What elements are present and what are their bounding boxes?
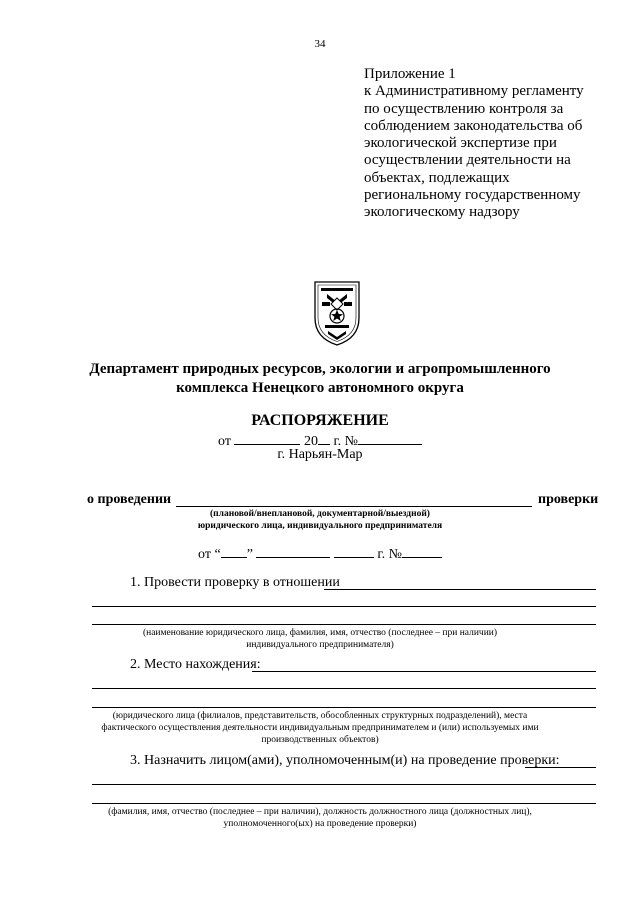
item2-label: 2. Место нахождения: <box>130 657 261 672</box>
item3-field[interactable] <box>525 767 596 768</box>
open-quote: “ <box>214 547 221 562</box>
appendix-line: региональному государственному <box>364 187 581 204</box>
inspection-year-suffix: г. <box>377 547 386 562</box>
department-line: комплекса Ненецкого автономного округа <box>176 380 464 396</box>
item3-label: 3. Назначить лицом(ами), уполномоченным(и) на проведение проверки: <box>130 753 560 768</box>
inspection-number-field[interactable] <box>402 545 442 558</box>
item2-field-line[interactable] <box>92 707 596 708</box>
appendix-header <box>364 66 584 222</box>
appendix-line: объектах, подлежащих <box>364 169 510 186</box>
inspection-subject-hint: юридического лица, индивидуального предпринимателя <box>197 521 443 531</box>
item1-hint: (наименование юридического лица, фамилия, имя, отчество (последнее – при наличии) <box>142 628 498 638</box>
inspection-date-line <box>0 545 640 563</box>
inspection-day-field[interactable] <box>221 545 247 558</box>
appendix-line: экологическому надзору <box>364 204 520 221</box>
item3-field-line[interactable] <box>92 803 596 804</box>
item2-field[interactable] <box>252 671 596 672</box>
appendix-line: по осуществлению контроля за <box>364 100 564 117</box>
appendix-line: Приложение 1 <box>364 66 456 82</box>
item2-hint: фактического осуществления деятельности индивидуальным предпринимателем и (или) используемых ими <box>101 723 539 733</box>
inspection-number-sign: № <box>388 547 402 562</box>
appendix-line: осуществлении деятельности на <box>364 152 571 169</box>
inspection-type-hint: (плановой/внеплановой, документарной/выездной) <box>210 509 430 519</box>
order-number-sign: № <box>344 434 358 449</box>
order-title: РАСПОРЯЖЕНИЕ <box>251 412 389 429</box>
order-date-prefix: от <box>218 434 231 449</box>
item2-hint: (юридического лица (филиалов, представительств, обособленных структурных подразделений), места <box>112 711 528 721</box>
item3-field-line[interactable] <box>92 784 596 785</box>
order-city: г. Нарьян-Мар <box>277 447 363 462</box>
inspection-date-prefix: от <box>198 547 211 562</box>
item3-hint: (фамилия, имя, отчество (последнее – при наличии), должность должностного лица (должностных лиц), <box>108 807 532 817</box>
appendix-line: соблюдением законодательства об <box>364 117 583 134</box>
inspection-prefix: о проведении <box>87 492 172 507</box>
order-number-field[interactable] <box>358 432 422 445</box>
item1-field-line[interactable] <box>92 624 596 625</box>
inspection-type-field[interactable] <box>176 506 532 507</box>
inspection-month-field[interactable] <box>256 545 330 558</box>
appendix-line: экологической экспертизе при <box>364 135 557 152</box>
order-year: 20 <box>303 434 318 449</box>
inspection-year-field[interactable] <box>334 545 374 558</box>
item1-field-line[interactable] <box>92 606 596 607</box>
order-year-field[interactable] <box>318 432 330 445</box>
order-date-field[interactable] <box>234 432 300 445</box>
department-name <box>0 360 640 398</box>
appendix-line: к Административному регламенту <box>364 83 584 100</box>
order-year-suffix: г. <box>333 434 342 449</box>
item1-field[interactable] <box>324 589 596 590</box>
inspection-suffix: проверки <box>538 492 599 507</box>
item2-hint: производственных объектов) <box>261 735 379 745</box>
page-number: 34 <box>314 38 326 50</box>
coat-of-arms-icon <box>312 278 362 348</box>
item1-hint: индивидуального предпринимателя) <box>246 640 394 650</box>
item1-label: 1. Провести проверку в отношении <box>130 575 340 590</box>
close-quote: ” <box>246 547 253 562</box>
department-line: Департамент природных ресурсов, экологии и агропромышленного <box>89 361 551 377</box>
item3-hint: уполномоченного(ых) на проведение проверки) <box>223 819 417 829</box>
item2-field-line[interactable] <box>92 688 596 689</box>
